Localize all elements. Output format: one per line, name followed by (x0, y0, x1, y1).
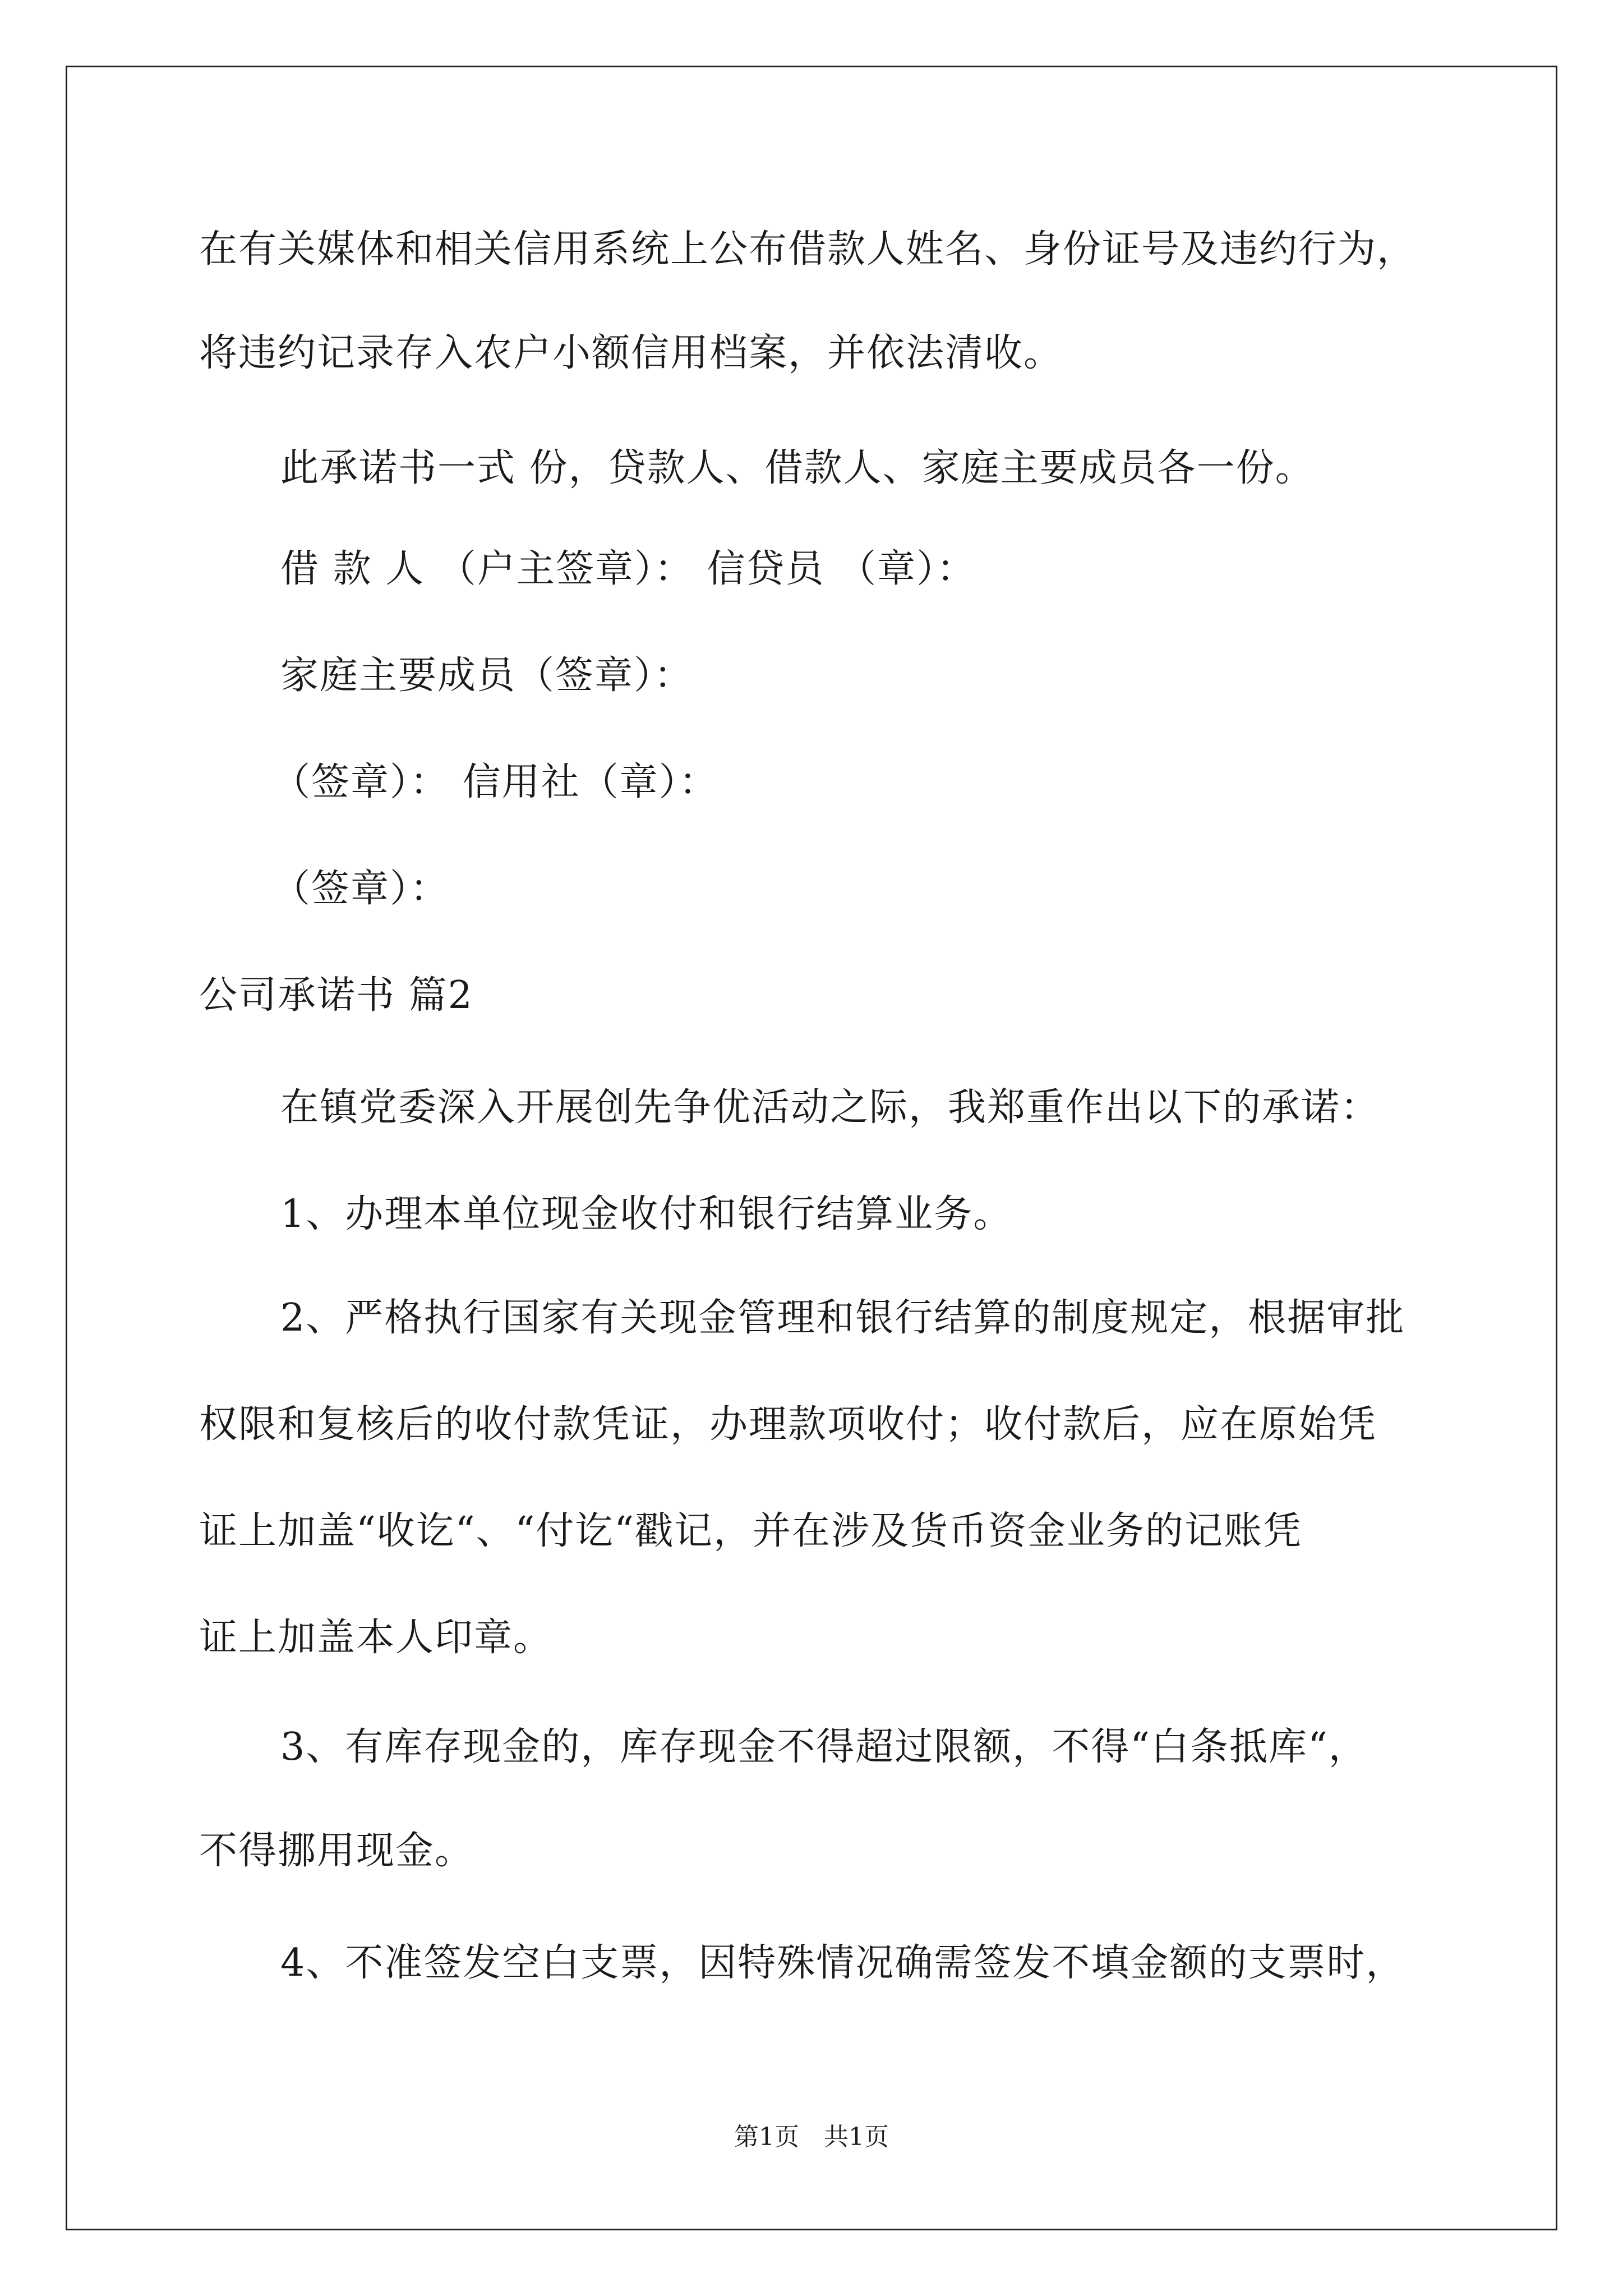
paragraph-line: 权限和复核后的收付款凭证，办理款项收付；收付款后，应在原始凭 (199, 1402, 1377, 1447)
list-item: 2、严格执行国家有关现金管理和银行结算的制度规定，根据审批 (280, 1296, 1405, 1340)
signature-line: （签章）： (272, 867, 450, 911)
paragraph-line: 证上加盖本人印章。 (199, 1616, 553, 1660)
list-item: 3、有库存现金的，库存现金不得超过限额，不得“白条抵库“， (280, 1725, 1368, 1769)
paragraph-line: 在有关媒体和相关信用系统上公布借款人姓名、身份证号及违约行为， (199, 227, 1417, 272)
page-footer: 第1页 共1页 (734, 2123, 889, 2151)
signature-line-family: 家庭主要成员（签章）： (280, 654, 694, 698)
signature-line-credit-union: （签章）： 信用社（章）： (272, 760, 718, 804)
paragraph-line: 在镇党委深入开展创先争优活动之际，我郑重作出以下的承诺： (280, 1085, 1380, 1130)
list-item: 4、不准签发空白支票，因特殊情况确需签发不填金额的支票时， (280, 1941, 1405, 1985)
paragraph-line: 不得挪用现金。 (199, 1829, 474, 1873)
list-item: 1、办理本单位现金收付和银行结算业务。 (280, 1192, 1013, 1236)
paragraph-line: 将违约记录存入农户小额信用档案，并依法清收。 (199, 331, 1063, 375)
page-border (66, 66, 1557, 2230)
section-heading: 公司承诺书 篇2 (199, 973, 473, 1018)
paragraph-line: 证上加盖“收讫“、“付讫“戳记，并在涉及货币资金业务的记账凭 (199, 1509, 1303, 1553)
paragraph-line: 此承诺书一式 份，贷款人、借款人、家庭主要成员各一份。 (280, 446, 1315, 490)
signature-line-borrower: 借 款 人 （户主签章）： 信贷员 （章）： (280, 547, 976, 591)
